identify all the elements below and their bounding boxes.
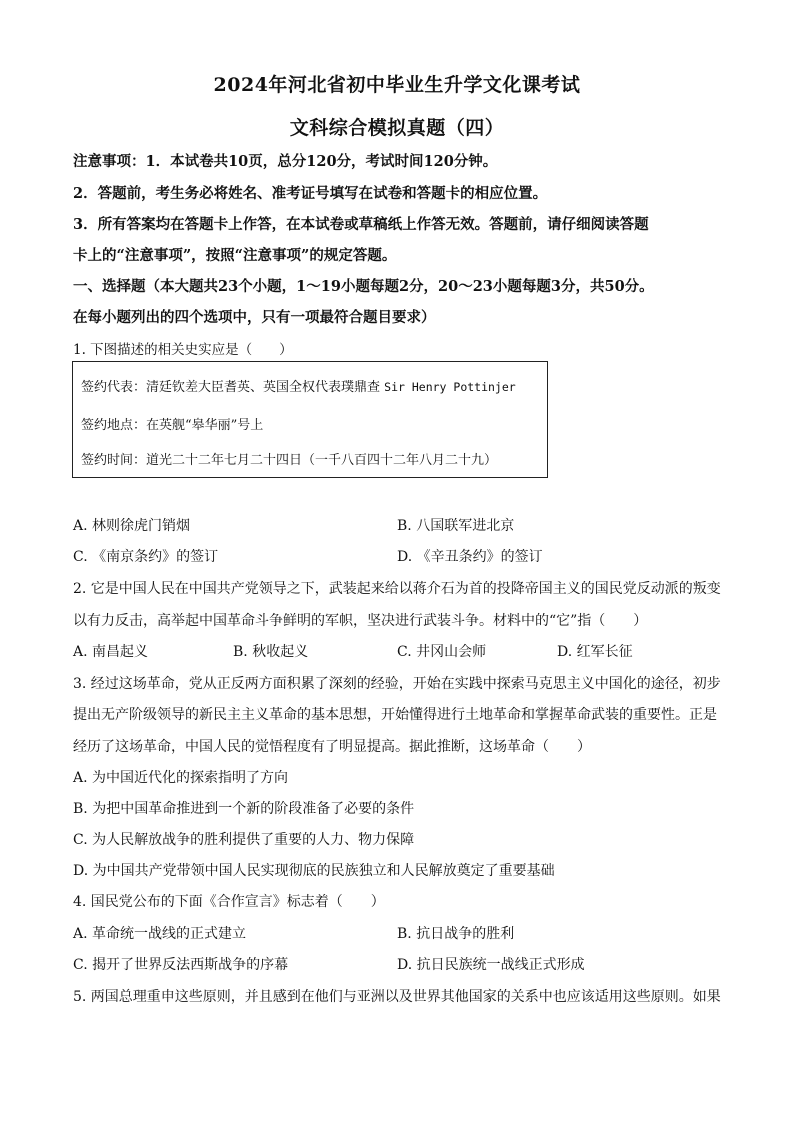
q1-option-c: C. 《南京条约》的签订 bbox=[73, 549, 219, 565]
q3-option-a: A. 为中国近代化的探索指明了方向 bbox=[73, 770, 289, 786]
q4-option-a: A. 革命统一战线的正式建立 bbox=[73, 926, 247, 942]
question-1-material-box bbox=[72, 361, 548, 478]
q4-option-b: B. 抗日战争的胜利 bbox=[397, 926, 515, 942]
q2-option-c: C. 井冈山会师 bbox=[397, 644, 487, 660]
material-date: 签约时间：道光二十二年七月二十四日（一千八百四十二年八月二十九） bbox=[81, 453, 498, 468]
q2-option-a: A. 南昌起义 bbox=[73, 644, 149, 660]
section-heading-line1: 一、选择题（本大题共23个小题，1～19小题每题2分，20～23小题每题3分，共50分。 bbox=[73, 278, 654, 295]
material-signatories-label: 签约代表：清廷钦差大臣耆英、英国全权代表璞鼎查 bbox=[81, 380, 381, 395]
material-location: 签约地点：在英舰“皋华丽”号上 bbox=[81, 418, 264, 433]
q2-option-b: B. 秋收起义 bbox=[233, 644, 309, 660]
q1-option-b: B. 八国联军进北京 bbox=[397, 518, 515, 534]
q4-option-c: C. 揭开了世界反法西斯战争的序幕 bbox=[73, 957, 289, 973]
question-2-stem-line2: 以有力反击，高举起中国革命斗争鲜明的军帜，坚决进行武装斗争。材料中的“它”指（ ） bbox=[73, 613, 648, 629]
note-3-line2: 卡上的“注意事项”，按照“注意事项”的规定答题。 bbox=[73, 247, 397, 264]
note-1: 注意事项：1．本试卷共10页，总分120分，考试时间120分钟。 bbox=[73, 153, 498, 170]
exam-subtitle: 文科综合模拟真题（四） bbox=[289, 117, 505, 139]
question-3-stem-line2: 提出无产阶级领导的新民主主义革命的基本思想，开始懂得进行土地革命和掌握革命武装的重要性。正是 bbox=[73, 707, 717, 723]
q3-option-b: B. 为把中国革命推进到一个新的阶段准备了必要的条件 bbox=[73, 801, 415, 817]
exam-title: 2024年河北省初中毕业生升学文化课考试 bbox=[213, 74, 581, 96]
q3-option-c: C. 为人民解放战争的胜利提供了重要的人力、物力保障 bbox=[73, 832, 415, 848]
material-signatory-english-name: Sir Henry Pottinjer bbox=[384, 380, 516, 394]
q3-option-d: D. 为中国共产党带领中国人民实现彻底的民族独立和人民解放奠定了重要基础 bbox=[73, 863, 555, 879]
q2-option-d: D. 红军长征 bbox=[557, 644, 633, 660]
material-signatories bbox=[81, 376, 516, 395]
question-1-stem: 1. 下图描述的相关史实应是（ ） bbox=[73, 342, 293, 358]
question-2-stem-line1: 2. 它是中国人民在中国共产党领导之下，武装起来给以蒋介石为首的投降帝国主义的国民党反动派的叛变 bbox=[73, 581, 721, 597]
note-2: 2．答题前，考生务必将姓名、准考证号填写在试卷和答题卡的相应位置。 bbox=[73, 185, 548, 202]
q1-option-a: A. 林则徐虎门销烟 bbox=[73, 518, 191, 534]
question-3-stem-line1: 3. 经过这场革命，党从正反两方面积累了深刻的经验，开始在实践中探索马克思主义中国化的途径，初步 bbox=[73, 676, 721, 692]
q1-option-d: D. 《辛丑条约》的签订 bbox=[397, 549, 543, 565]
question-3-stem-line3: 经历了这场革命，中国人民的觉悟程度有了明显提高。据此推断，这场革命（ ） bbox=[73, 739, 591, 755]
section-heading-line2: 在每小题列出的四个选项中，只有一项最符合题目要求） bbox=[73, 309, 436, 326]
question-4-stem: 4. 国民党公布的下面《合作宣言》标志着（ ） bbox=[73, 894, 385, 910]
q4-option-d: D. 抗日民族统一战线正式形成 bbox=[397, 957, 585, 973]
note-3-line1: 3．所有答案均在答题卡上作答，在本试卷或草稿纸上作答无效。答题前，请仔细阅读答题 bbox=[73, 216, 649, 233]
question-5-stem-line1: 5. 两国总理重申这些原则，并且感到在他们与亚洲以及世界其他国家的关系中也应该适用这些原则。如果 bbox=[73, 989, 721, 1005]
